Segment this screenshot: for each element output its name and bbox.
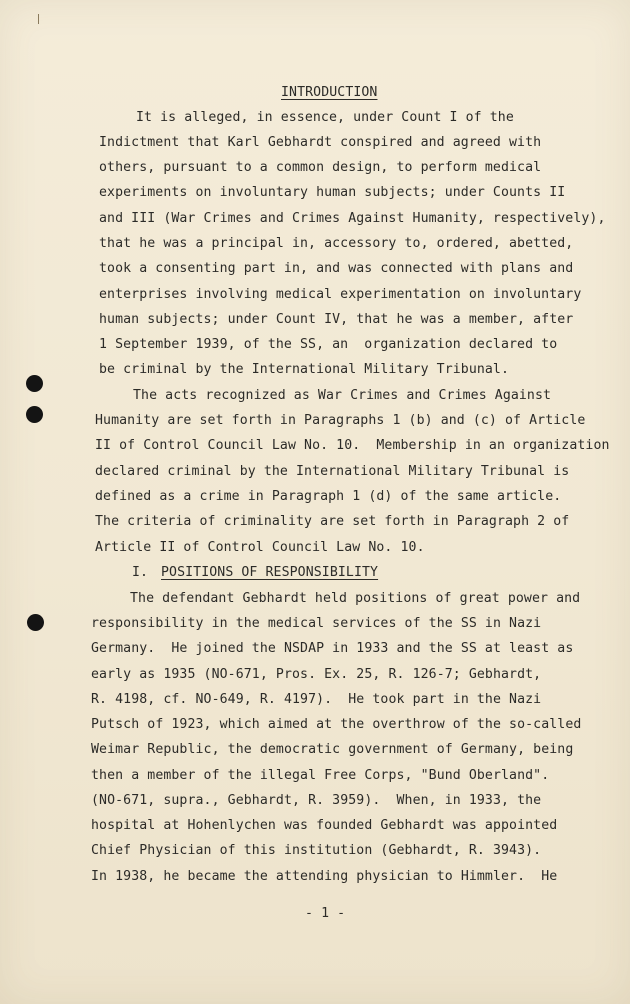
paragraph-3-line: hospital at Hohenlychen was founded Gebhardt was appointed — [91, 818, 558, 833]
paragraph-3-line: In 1938, he became the attending physician to Himmler. He — [91, 869, 558, 884]
paragraph-2-line: Humanity are set forth in Paragraphs 1 (b) and (c) of Article — [95, 413, 586, 428]
paragraph-1-line: be criminal by the International Military Tribunal. — [99, 362, 510, 377]
punch-hole-bottom — [27, 614, 44, 631]
paragraph-3-line: Germany. He joined the NSDAP in 1933 and the SS at least as — [91, 641, 574, 656]
paragraph-3-line: The defendant Gebhardt held positions of great power and — [130, 591, 581, 606]
paragraph-1-line: Indictment that Karl Gebhardt conspired and agreed with — [99, 135, 542, 150]
paragraph-2-line: declared criminal by the International Military Tribunal is — [95, 464, 570, 479]
paragraph-1-line: human subjects; under Count IV, that he was a member, after — [99, 312, 574, 327]
paragraph-1-line: that he was a principal in, accessory to, ordered, abetted, — [99, 236, 574, 251]
paragraph-3-line: then a member of the illegal Free Corps, "Bund Oberland". — [91, 768, 550, 783]
section-title: POSITIONS OF RESPONSIBILITY — [161, 565, 379, 580]
punch-hole-top — [26, 375, 43, 392]
paragraph-1-line: took a consenting part in, and was connected with plans and — [99, 261, 574, 276]
paragraph-2-line: II of Control Council Law No. 10. Membership in an organization — [95, 438, 610, 453]
paragraph-1-line: It is alleged, in essence, under Count I of the — [136, 110, 514, 125]
paragraph-1-line: 1 September 1939, of the SS, an organization declared to — [99, 337, 558, 352]
paragraph-3-line: R. 4198, cf. NO-649, R. 4197). He took part in the Nazi — [91, 692, 542, 707]
punch-hole-middle — [26, 406, 43, 423]
paragraph-1-line: others, pursuant to a common design, to perform medical — [99, 160, 542, 175]
paragraph-1-line: enterprises involving medical experimentation on involuntary — [99, 287, 582, 302]
paragraph-1-line: and III (War Crimes and Crimes Against Humanity, respectively), — [99, 211, 606, 226]
paragraph-3-line: responsibility in the medical services of the SS in Nazi — [91, 616, 542, 631]
paragraph-2-line: The acts recognized as War Crimes and Crimes Against — [133, 388, 552, 403]
paragraph-3-line: Putsch of 1923, which aimed at the overthrow of the so-called — [91, 717, 582, 732]
paragraph-3-line: early as 1935 (NO-671, Pros. Ex. 25, R. 126-7; Gebhardt, — [91, 667, 542, 682]
page-number: - 1 - — [305, 906, 346, 921]
paragraph-3-line: (NO-671, supra., Gebhardt, R. 3959). When, in 1933, the — [91, 793, 542, 808]
section-number: I. — [132, 565, 149, 580]
margin-mark — [38, 14, 39, 24]
page-heading: INTRODUCTION — [281, 85, 378, 100]
paragraph-3-line: Chief Physician of this institution (Gebhardt, R. 3943). — [91, 843, 542, 858]
paragraph-1-line: experiments on involuntary human subjects; under Counts II — [99, 185, 566, 200]
paragraph-2-line: Article II of Control Council Law No. 10. — [95, 540, 425, 555]
paragraph-2-line: The criteria of criminality are set forth in Paragraph 2 of — [95, 514, 570, 529]
paragraph-3-line: Weimar Republic, the democratic government of Germany, being — [91, 742, 574, 757]
paragraph-2-line: defined as a crime in Paragraph 1 (d) of the same article. — [95, 489, 562, 504]
